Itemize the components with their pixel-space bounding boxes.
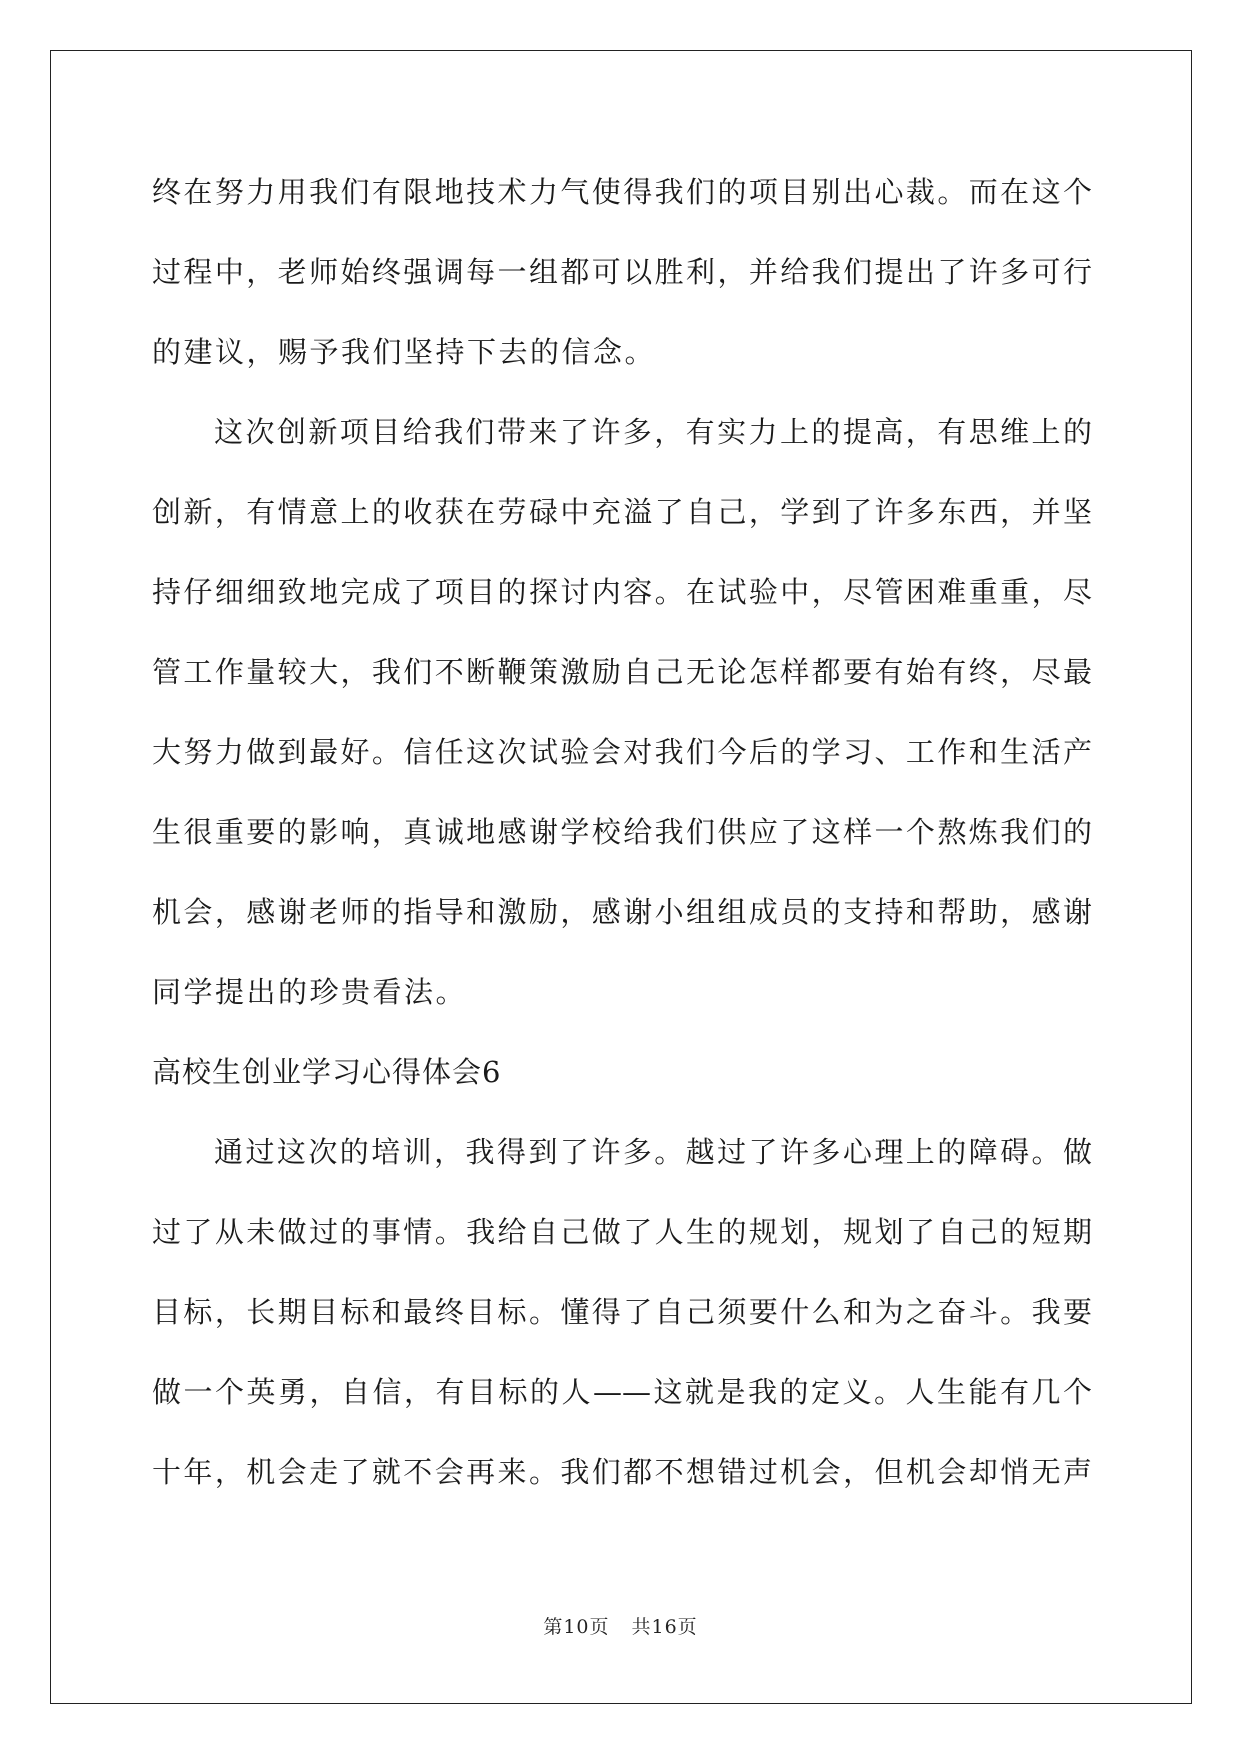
paragraph-2-line-8: 同学提出的珍贵看法。 — [152, 975, 468, 1009]
total-pages: 共16页 — [631, 1616, 698, 1638]
paragraph-2-line-5: 大努力做到最好。信任这次试验会对我们今后的学习、工作和生活产 — [152, 735, 1092, 769]
paragraph-1-line-1: 终在努力用我们有限地技术力气使得我们的项目别出心裁。而在这个 — [152, 175, 1092, 209]
section-heading: 高校生创业学习心得体会6 — [152, 1055, 502, 1089]
page-number: 第10页 — [543, 1616, 610, 1638]
paragraph-2-line-7: 机会，感谢老师的指导和激励，感谢小组组成员的支持和帮助，感谢 — [152, 895, 1092, 929]
paragraph-3-line-3: 目标，长期目标和最终目标。懂得了自己须要什么和为之奋斗。我要 — [152, 1295, 1092, 1329]
paragraph-2-line-6: 生很重要的影响，真诚地感谢学校给我们供应了这样一个熬炼我们的 — [152, 815, 1092, 849]
page-footer — [0, 1612, 1241, 1639]
paragraph-3-line-2: 过了从未做过的事情。我给自己做了人生的规划，规划了自己的短期 — [152, 1215, 1092, 1249]
paragraph-2-line-3: 持仔细细致地完成了项目的探讨内容。在试验中，尽管困难重重，尽 — [152, 575, 1092, 609]
paragraph-3-line-4: 做一个英勇，自信，有目标的人——这就是我的定义。人生能有几个 — [152, 1375, 1092, 1409]
paragraph-2-line-2: 创新，有情意上的收获在劳碌中充溢了自己，学到了许多东西，并坚 — [152, 495, 1092, 529]
paragraph-1-line-2: 过程中，老师始终强调每一组都可以胜利，并给我们提出了许多可行 — [152, 255, 1092, 289]
paragraph-1-line-3: 的建议，赐予我们坚持下去的信念。 — [152, 335, 657, 369]
paragraph-3-line-5: 十年，机会走了就不会再来。我们都不想错过机会，但机会却悄无声 — [152, 1455, 1092, 1489]
paragraph-2-line-4: 管工作量较大，我们不断鞭策激励自己无论怎样都要有始有终，尽最 — [152, 655, 1092, 689]
paragraph-3-line-1: 通过这次的培训，我得到了许多。越过了许多心理上的障碍。做 — [214, 1135, 1092, 1169]
paragraph-2-line-1: 这次创新项目给我们带来了许多，有实力上的提高，有思维上的 — [214, 415, 1092, 449]
